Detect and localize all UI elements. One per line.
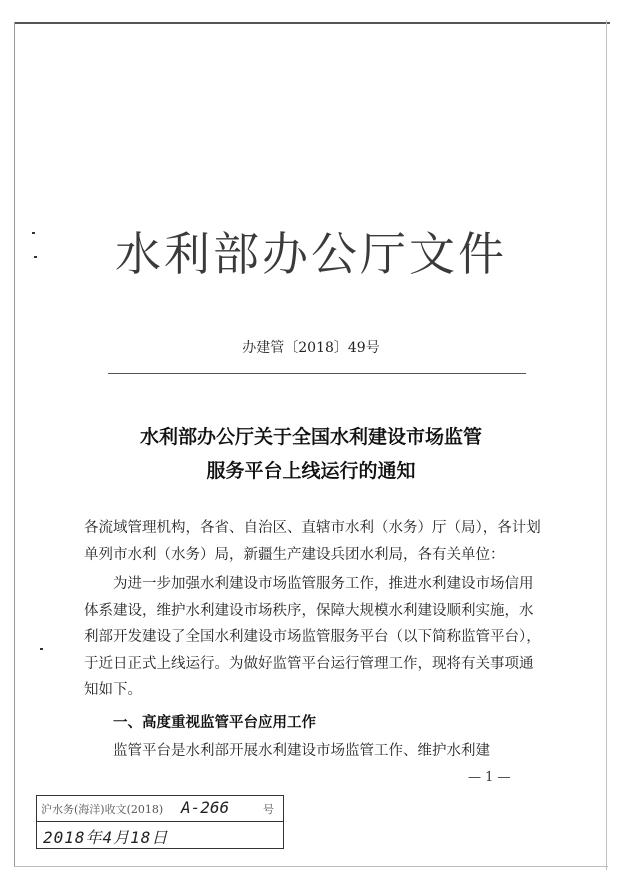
stamp-date: 2018年4月18日	[43, 828, 169, 847]
section-heading-1: 一、高度重视监管平台应用工作	[113, 715, 316, 731]
stamp-serial-number: A-266	[181, 798, 230, 817]
scan-border	[14, 866, 608, 867]
header-divider	[108, 373, 526, 374]
stamp-row	[37, 796, 283, 822]
body-paragraph-1: 为进一步加强水利建设市场监管服务工作，推进水利建设市场信用体系建设，维护水利建设市场秩序，保障大规模水利建设顺利实施，水利部开发建设了全国水利建设市场监管服务平台（以下简称监管平台），于近日正式上线运行。为做好监管平台运行管理工作，现将有关事项通知如下。	[84, 576, 541, 698]
stamp-label: 沪水务(海洋)收文(2018)	[41, 803, 164, 816]
document-number: 办建管〔2018〕49号	[242, 340, 380, 356]
scan-speck	[40, 648, 43, 650]
stamp-row	[37, 822, 283, 848]
body-paragraph-2: 监管平台是水利部开展水利建设市场监管工作、维护水利建	[113, 743, 490, 759]
stamp-suffix: 号	[263, 803, 274, 816]
page-number: — 1 —	[468, 770, 511, 785]
issuer-title: 水利部办公厅文件	[115, 227, 507, 281]
receipt-stamp	[36, 795, 284, 849]
notice-title-line1: 水利部办公厅关于全国水利建设市场监管	[139, 426, 482, 448]
notice-title-line2: 服务平台上线运行的通知	[206, 460, 416, 482]
addressee: 各流域管理机构，各省、自治区、直辖市水利（水务）厅（局），各计划单列市水利（水务）局，新疆生产建设兵团水利局，各有关单位：	[84, 520, 541, 563]
scan-border	[14, 22, 610, 24]
